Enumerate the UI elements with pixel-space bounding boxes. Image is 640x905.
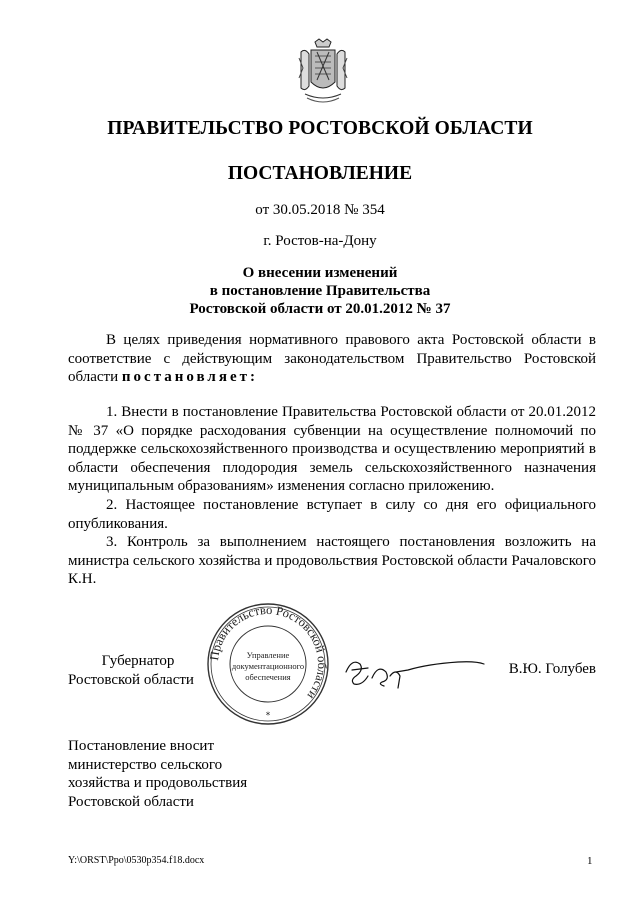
seal-center-line: обеспечения <box>245 672 291 682</box>
document-title-line: О внесении изменений <box>242 265 398 281</box>
page-number: 1 <box>587 855 593 867</box>
file-path: Y:\ORST\Ppo\0530p354.f18.docx <box>68 855 205 866</box>
seal-center-line: Управление <box>246 650 290 660</box>
prepared-by-line: хозяйства и продовольствия <box>68 775 248 792</box>
position-line: Ростовской области <box>68 671 194 688</box>
handwritten-signature-icon <box>338 650 488 694</box>
decree-item: 2. Настоящее постановление вступает в силу со дня его официального опубликования. <box>68 496 596 532</box>
prepared-by-line: министерство сельского <box>68 756 223 773</box>
decree-item: 3. Контроль за выполнением настоящего постановления возложить на министра сельского хозяйства и продовольствия Ростовской области Рачаловского К.Н. <box>68 534 596 588</box>
signatory-name: В.Ю. Голубев <box>508 661 596 677</box>
official-seal-icon <box>204 600 332 728</box>
prepared-by-line: Ростовской области <box>68 793 194 810</box>
city: г. Ростов-на-Дону <box>263 233 377 249</box>
decree-items <box>68 403 596 589</box>
preamble-text: В целях приведения нормативного правового акта Ростовской области в соответствие с действующим законодательством Правительство Ростовской области <box>68 332 596 386</box>
document-title-line: Ростовской области от 20.01.2012 № 37 <box>189 301 451 317</box>
position-line: Губернатор <box>101 653 175 669</box>
resolves-word: постановляет: <box>121 369 258 386</box>
seal-ring-text: Правительство Ростовской области <box>207 602 330 702</box>
coat-of-arms-icon <box>295 38 351 106</box>
seal-center-line: документационного <box>231 661 305 671</box>
document-type-heading: ПОСТАНОВЛЕНИЕ <box>227 163 413 184</box>
prepared-by-line: Постановление вносит <box>68 738 215 754</box>
preamble <box>68 331 596 387</box>
government-heading: ПРАВИТЕЛЬСТВО РОСТОВСКОЙ ОБЛАСТИ <box>107 118 533 139</box>
svg-text:*: * <box>265 711 271 721</box>
date-number: от 30.05.2018 № 354 <box>255 202 385 218</box>
prepared-by-note <box>68 737 328 811</box>
document-title-line: в постановление Правительства <box>209 283 431 299</box>
decree-item: 1. Внести в постановление Правительства Ростовской области от 20.01.2012 № 37 «О порядке расходования субвенции на осуществление полномочий по поддержке сельскохозяйственного производства и осуществлению мероприятий в области обеспечения плодородия земель сельскохозяйственного назначения муниципальным образованиям» изменения согласно приложению. <box>68 404 596 495</box>
